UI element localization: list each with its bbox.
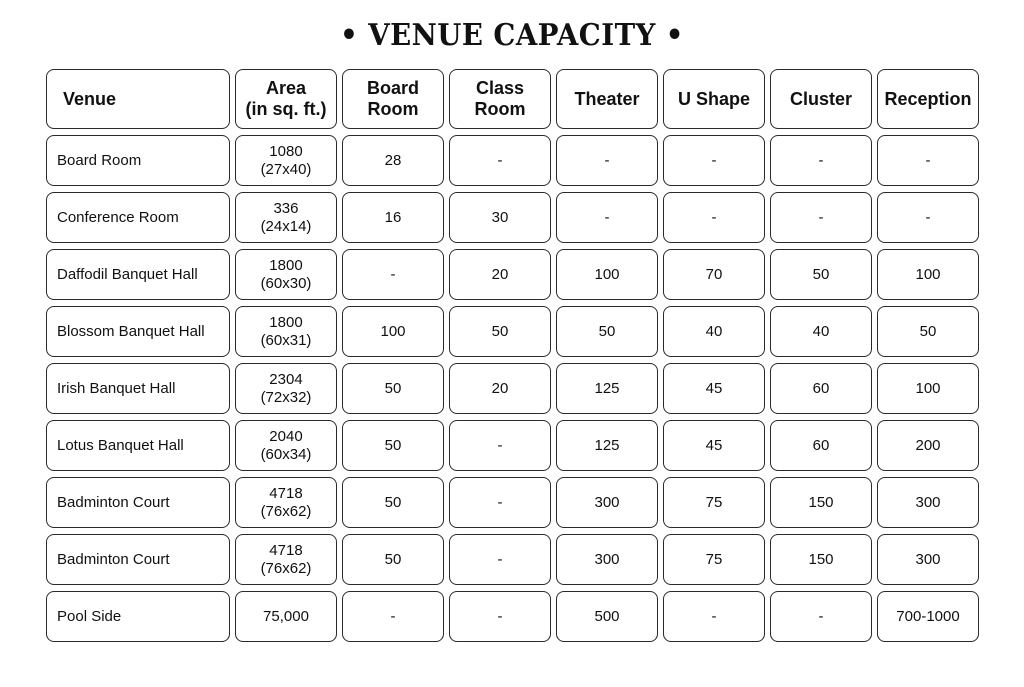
venue-name-cell: Blossom Banquet Hall bbox=[46, 306, 230, 357]
cluster-cell: 50 bbox=[770, 249, 872, 300]
theater-cell: 125 bbox=[556, 363, 658, 414]
venue-name-cell: Lotus Banquet Hall bbox=[46, 420, 230, 471]
header-u-shape: U Shape bbox=[663, 69, 765, 129]
area-cell bbox=[235, 363, 337, 414]
area-dimensions: (27x40) bbox=[260, 160, 312, 178]
board-room-cell: 100 bbox=[342, 306, 444, 357]
header-reception: Reception bbox=[877, 69, 979, 129]
u-shape-cell: 45 bbox=[663, 420, 765, 471]
header-class-room bbox=[449, 69, 551, 129]
board-room-cell: 50 bbox=[342, 363, 444, 414]
area-value: 4718 bbox=[269, 541, 303, 559]
area-cell bbox=[235, 477, 337, 528]
class-room-cell: 50 bbox=[449, 306, 551, 357]
area-cell bbox=[235, 420, 337, 471]
u-shape-cell: 40 bbox=[663, 306, 765, 357]
header-board-line2: Room bbox=[367, 99, 419, 119]
reception-cell: - bbox=[877, 192, 979, 243]
theater-cell: - bbox=[556, 135, 658, 186]
header-cluster: Cluster bbox=[770, 69, 872, 129]
venue-name-cell: Pool Side bbox=[46, 591, 230, 642]
header-venue: Venue bbox=[46, 69, 230, 129]
area-dimensions: (76x62) bbox=[260, 559, 312, 577]
venue-name-cell: Badminton Court bbox=[46, 534, 230, 585]
venue-name-cell: Daffodil Banquet Hall bbox=[46, 249, 230, 300]
venue-name-cell: Badminton Court bbox=[46, 477, 230, 528]
theater-cell: 500 bbox=[556, 591, 658, 642]
area-value: 1080 bbox=[269, 142, 303, 160]
theater-cell: 300 bbox=[556, 534, 658, 585]
area-cell bbox=[235, 249, 337, 300]
reception-cell: 100 bbox=[877, 363, 979, 414]
u-shape-cell: - bbox=[663, 192, 765, 243]
board-room-cell: 28 bbox=[342, 135, 444, 186]
board-room-cell: 50 bbox=[342, 420, 444, 471]
header-class-line1: Class bbox=[475, 78, 525, 98]
u-shape-cell: - bbox=[663, 135, 765, 186]
cluster-cell: - bbox=[770, 192, 872, 243]
header-area-line2: (in sq. ft.) bbox=[245, 99, 327, 119]
board-room-cell: 16 bbox=[342, 192, 444, 243]
reception-cell: 300 bbox=[877, 534, 979, 585]
u-shape-cell: 75 bbox=[663, 534, 765, 585]
board-room-cell: - bbox=[342, 591, 444, 642]
cluster-cell: - bbox=[770, 591, 872, 642]
area-cell bbox=[235, 306, 337, 357]
page-title: • VENUE CAPACITY • bbox=[340, 18, 684, 53]
u-shape-cell: 45 bbox=[663, 363, 765, 414]
class-room-cell: 20 bbox=[449, 363, 551, 414]
theater-cell: - bbox=[556, 192, 658, 243]
theater-cell: 125 bbox=[556, 420, 658, 471]
class-room-cell: - bbox=[449, 591, 551, 642]
area-dimensions: (60x31) bbox=[260, 331, 312, 349]
class-room-cell: - bbox=[449, 477, 551, 528]
class-room-cell: 20 bbox=[449, 249, 551, 300]
theater-cell: 50 bbox=[556, 306, 658, 357]
board-room-cell: 50 bbox=[342, 477, 444, 528]
area-cell bbox=[235, 192, 337, 243]
header-class-line2: Room bbox=[474, 99, 526, 119]
capacity-table bbox=[46, 69, 979, 642]
header-board-line1: Board bbox=[366, 78, 419, 98]
cluster-cell: 60 bbox=[770, 363, 872, 414]
cluster-cell: 60 bbox=[770, 420, 872, 471]
header-area bbox=[235, 69, 337, 129]
header-theater: Theater bbox=[556, 69, 658, 129]
cluster-cell: 150 bbox=[770, 477, 872, 528]
area-dimensions: (72x32) bbox=[260, 388, 312, 406]
header-area-line1: Area bbox=[265, 78, 306, 98]
class-room-cell: - bbox=[449, 420, 551, 471]
area-value: 336 bbox=[273, 199, 299, 217]
class-room-cell: 30 bbox=[449, 192, 551, 243]
header-board-room bbox=[342, 69, 444, 129]
area-value: 1800 bbox=[269, 256, 303, 274]
cluster-cell: 40 bbox=[770, 306, 872, 357]
area-cell bbox=[235, 591, 337, 642]
reception-cell: 100 bbox=[877, 249, 979, 300]
reception-cell: 50 bbox=[877, 306, 979, 357]
area-cell bbox=[235, 534, 337, 585]
reception-cell: - bbox=[877, 135, 979, 186]
area-dimensions: (76x62) bbox=[260, 502, 312, 520]
reception-cell: 700-1000 bbox=[877, 591, 979, 642]
reception-cell: 200 bbox=[877, 420, 979, 471]
venue-name-cell: Conference Room bbox=[46, 192, 230, 243]
board-room-cell: - bbox=[342, 249, 444, 300]
class-room-cell: - bbox=[449, 534, 551, 585]
theater-cell: 300 bbox=[556, 477, 658, 528]
board-room-cell: 50 bbox=[342, 534, 444, 585]
area-cell bbox=[235, 135, 337, 186]
area-dimensions: (60x30) bbox=[260, 274, 312, 292]
area-value: 4718 bbox=[269, 484, 303, 502]
reception-cell: 300 bbox=[877, 477, 979, 528]
u-shape-cell: 75 bbox=[663, 477, 765, 528]
area-value: 1800 bbox=[269, 313, 303, 331]
cluster-cell: 150 bbox=[770, 534, 872, 585]
area-dimensions: (60x34) bbox=[260, 445, 312, 463]
venue-name-cell: Irish Banquet Hall bbox=[46, 363, 230, 414]
venue-name-cell: Board Room bbox=[46, 135, 230, 186]
area-value: 2304 bbox=[269, 370, 303, 388]
u-shape-cell: - bbox=[663, 591, 765, 642]
area-value: 75,000 bbox=[263, 607, 309, 625]
area-dimensions: (24x14) bbox=[260, 217, 312, 235]
u-shape-cell: 70 bbox=[663, 249, 765, 300]
theater-cell: 100 bbox=[556, 249, 658, 300]
class-room-cell: - bbox=[449, 135, 551, 186]
cluster-cell: - bbox=[770, 135, 872, 186]
area-value: 2040 bbox=[269, 427, 303, 445]
